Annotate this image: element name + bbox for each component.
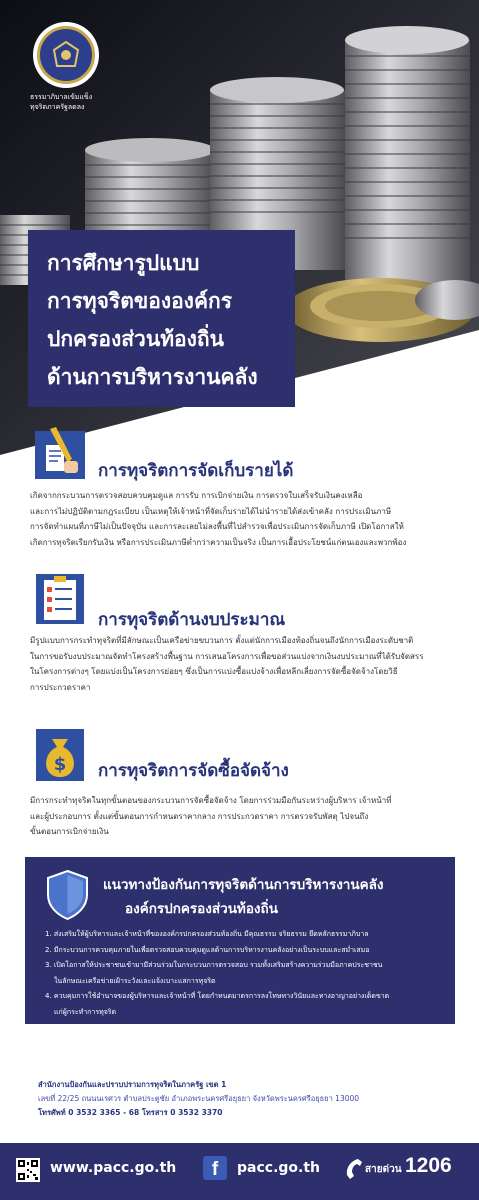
procurement-line-3: ขั้นตอนการเบิกจ่ายเงิน (30, 827, 109, 836)
office-name: สำนักงานป้องกันและปราบปรามการทุจริตในภาครัฐ เขต 1 (38, 1080, 227, 1089)
section-budget (30, 568, 455, 718)
budget-line-3: ในโครงการต่างๆ โดยแบ่งเป็นโครงการย่อยๆ ซึ่งเป็นการแบ่งซื้อแบ่งจ้างเพื่อหลีกเลี่ยงการจัดซื้อจัดจ้างโดยวิธี (30, 667, 398, 676)
office-street: เลขที่ 22/25 ถนนนเรศวร ตำบลประตูชัย อำเภอพระนครศรีอยุธยา จังหวัดพระนครศรีอยุธยา 13000 (38, 1094, 360, 1103)
prevention-item-1: 1. ส่งเสริมให้ผู้บริหารและเจ้าหน้าที่ขององค์กรปกครองส่วนท้องถิ่น มีคุณธรรม จริยธรรม ยึดหลักธรรมาภิบาล (45, 930, 369, 938)
budget-body (30, 633, 455, 695)
hero-banner (0, 0, 479, 455)
revenue-heading: การทุจริตการจัดเก็บรายได้ (98, 461, 294, 481)
checklist-icon (30, 568, 90, 626)
facebook-link[interactable]: pacc.go.th (237, 1160, 321, 1176)
pen-document-icon (30, 425, 90, 483)
prevention-title-2: องค์กรปกครองส่วนท้องถิ่น (125, 901, 278, 917)
section-revenue (30, 425, 455, 565)
section-procurement (30, 725, 455, 845)
title-line-1: การศึกษารูปแบบ (47, 251, 200, 275)
revenue-line-2: และการไม่ปฏิบัติตามกฎระเบียบ เป็นเหตุให้เจ้าหน้าที่จัดเก็บรายได้ไม่นำรายได้ส่งเข้าคลัง การประเมินภาษี (30, 506, 392, 516)
prevention-item-3-cont: ในลักษณะเครือข่ายเฝ้าระวังและแจ้งเบาะแสการทุจริต (54, 976, 216, 985)
title-box (28, 230, 295, 407)
svg-text:$: $ (53, 754, 67, 775)
procurement-heading: การทุจริตการจัดซื้อจัดจ้าง (98, 761, 289, 781)
footer-bar (0, 1143, 479, 1200)
title-line-3: ปกครองส่วนท้องถิ่น (47, 327, 224, 351)
prevention-item-3: 3. เปิดโอกาสให้ประชาชนเข้ามามีส่วนร่วมในกระบวนการตรวจสอบ รวมทั้งเสริมสร้างความร่วมมือภาคประชาชน (45, 961, 383, 969)
budget-line-4: การประกวดราคา (30, 682, 91, 692)
revenue-line-3: การจัดทำแผนที่ภาษีไม่เป็นปัจจุบัน และการละเลยไม่ลงพื้นที่ไปสำรวจเพื่อประเมินการจัดเก็บภาษี เปิดโอกาสให้ (30, 522, 404, 531)
logo-caption-1: ธรรมาภิบาลเข้มแข็ง (30, 93, 93, 101)
title-line-2: การทุจริตขององค์กร (47, 289, 232, 313)
procurement-line-2: และผู้ประกอบการ ตั้งแต่ขั้นตอนการกำหนดราคากลาง การประกวดราคา การตรวจรับพัสดุ ไปจนถึง (30, 811, 369, 821)
logo-caption-2: ทุจริตภาครัฐลดลง (30, 103, 85, 111)
hotline-number[interactable]: 1206 (405, 1154, 452, 1177)
title-line-4: ด้านการบริหารงานคลัง (47, 365, 258, 389)
revenue-line-1: เกิดจากกระบวนการตรวจสอบควบคุมดูแล การรับ การเบิกจ่ายเงิน การตรวจใบเสร็จรับเงินคงเหลือ (30, 491, 363, 500)
prevention-item-4: 4. ควบคุมการใช้อำนาจของผู้บริหารและเจ้าหน้าที่ โดยกำหนดมาตรการลงโทษทางวินัยและทางอาญาอย่างเด็ดขาด (45, 992, 390, 1000)
hotline-label: สายด่วน (365, 1164, 402, 1175)
qr-code-icon[interactable] (16, 1158, 40, 1182)
money-bag-icon (30, 725, 90, 783)
office-address (38, 1078, 448, 1120)
procurement-line-1: มีการกระทำทุจริตในทุกขั้นตอนของกระบวนการจัดซื้อจัดจ้าง โดยการร่วมมือกันระหว่างผู้บริหาร เจ้าหน้าที่ (30, 796, 392, 805)
pacc-logo (30, 22, 110, 112)
facebook-icon[interactable]: f (203, 1156, 227, 1180)
budget-line-1: มีรูปแบบการกระทำทุจริตที่มีลักษณะเป็นเครือข่ายขบวนการ ตั้งแต่นักการเมืองท้องถิ่นจนถึงนักการเมืองระดับชาติ (30, 636, 414, 645)
logo-emblem-icon (33, 22, 99, 88)
procurement-body (30, 793, 455, 840)
emblem-icon (51, 40, 81, 70)
revenue-body (30, 488, 455, 550)
budget-heading: การทุจริตด้านงบประมาณ (98, 610, 286, 630)
office-phone: โทรศัพท์ 0 3532 3365 - 68 โทรสาร 0 3532 3370 (38, 1108, 223, 1117)
prevention-item-2: 2. มีกระบวนการควบคุมภายในเพื่อตรวจสอบควบคุมดูแลด้านการบริหารงานคลังอย่างเป็นระบบและสม่ำเสมอ (45, 945, 370, 954)
phone-icon (343, 1157, 363, 1181)
revenue-line-4: เกิดการทุจริตเรียกรับเงิน หรือการประเมินภาษีต่ำกว่าความเป็นจริง เป็นการเอื้อประโยชน์แก่ตนเองและพวกพ้อง (30, 537, 407, 547)
website-link[interactable]: www.pacc.go.th (50, 1160, 177, 1176)
budget-line-2: ในการขอรับงบประมาณจัดทำโครงสร้างพื้นฐาน การเสนอโครงการเพื่อขอส่วนแบ่งจากเงินงบประมาณที่ได้รับจัดสรร (30, 651, 424, 661)
shield-icon (45, 869, 90, 921)
prevention-list (45, 927, 445, 1020)
prevention-box (25, 857, 455, 1024)
prevention-item-4-cont: แก่ผู้กระทำการทุจริต (54, 1007, 117, 1016)
prevention-title-1: แนวทางป้องกันการทุจริตด้านการบริหารงานคลัง (103, 877, 384, 893)
